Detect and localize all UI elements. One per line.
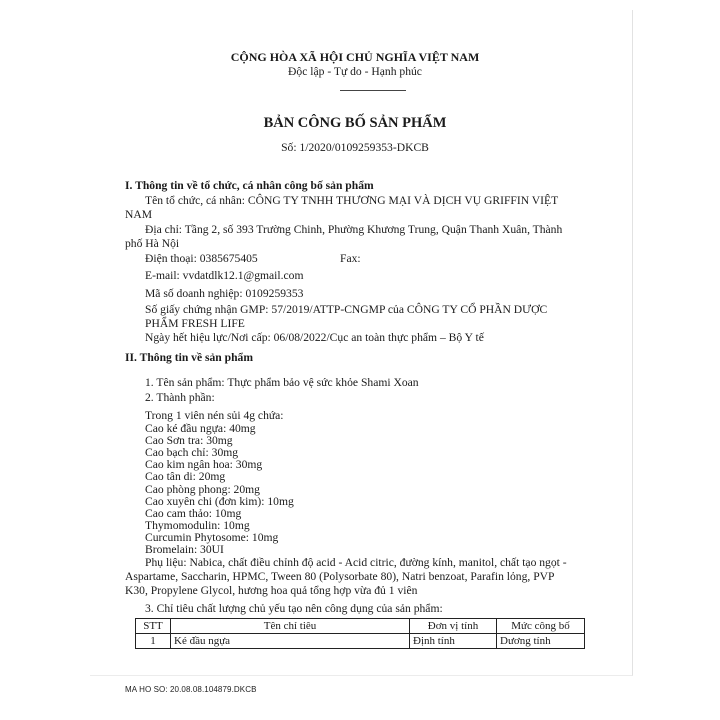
ingredient-item: Cao kim ngân hoa: 30mg [145,458,263,471]
cell-stt: 1 [136,634,171,649]
header-indicator: Tên chỉ tiêu [171,619,410,634]
motto: Độc lập - Tự do - Hạnh phúc [288,65,422,78]
validity: Ngày hết hiệu lực/Nơi cấp: 06/08/2022/Cục an toàn thực phẩm – Bộ Y tế [145,331,484,344]
dossier-code: MA HO SO: 20.08.08.104879.DKCB [125,685,257,694]
address-line1: Địa chỉ: Tầng 2, số 393 Trường Chinh, Phường Khương Trung, Quận Thanh Xuân, Thành [145,223,563,236]
org-name-line1: Tên tổ chức, cá nhân: CÔNG TY TNHH THƯƠNG MẠI VÀ DỊCH VỤ GRIFFIN VIỆT [145,194,559,207]
tax-code: Mã số doanh nghiệp: 0109259353 [145,287,304,300]
section1-heading: I. Thông tin về tổ chức, cá nhân công bố sản phẩm [125,179,374,192]
header-declared-level: Mức công bố [497,619,585,634]
header-stt: STT [136,619,171,634]
header-divider [340,90,406,91]
quality-heading: 3. Chỉ tiêu chất lượng chủ yếu tạo nên công dụng của sản phẩm: [145,602,443,615]
ingredient-item: Cao xuyên chi (đơn kim): 10mg [145,495,294,508]
ingredient-item: Cao ké đầu ngựa: 40mg [145,422,256,435]
gmp-line2: PHẨM FRESH LIFE [145,317,245,330]
document-number: Số: 1/2020/0109259353-DKCB [281,141,429,154]
excipients-line3: K30, Propylene Glycol, hương hoa quả tổng hợp vừa đủ 1 viên [125,584,418,597]
excipients-line1: Phụ liệu: Nabica, chất điều chỉnh độ acid - Acid citric, đường kính, manitol, chất tạo ngọt - [145,556,567,569]
ingredient-item: Bromelain: 30UI [145,543,224,556]
quality-table [135,618,585,649]
cell-declared-level: Dương tính [497,634,585,649]
product-name: 1. Tên sản phẩm: Thực phẩm bảo vệ sức khỏe Shami Xoan [145,376,419,389]
ingredient-item: Cao tân di: 20mg [145,470,226,483]
document-title: BẢN CÔNG BỐ SẢN PHẨM [263,115,447,131]
address-line2: phố Hà Nội [125,237,180,250]
header-unit: Đơn vị tính [410,619,497,634]
ingredient-item: Cao phòng phong: 20mg [145,483,260,496]
table-header-row [136,619,585,634]
table-row [136,634,585,649]
ingredient-item: Thymomodulin: 10mg [145,519,250,532]
section2-heading: II. Thông tin về sản phẩm [125,351,254,364]
ingredient-item: Cao Sơn tra: 30mg [145,434,233,447]
composition-intro: Trong 1 viên nén sủi 4g chứa: [145,409,284,422]
ingredient-item: Cao bạch chỉ: 30mg [145,446,239,459]
fax: Fax: [340,252,361,265]
gmp-line1: Số giấy chứng nhận GMP: 57/2019/ATTP-CNGMP của CÔNG TY CỔ PHẦN DƯỢC [145,303,548,316]
cell-unit: Định tính [410,634,497,649]
org-name-line2: NAM [125,208,153,221]
ingredient-item: Cao cam thảo: 10mg [145,507,242,520]
nation-heading: CỘNG HÒA XÃ HỘI CHỦ NGHĨA VIỆT NAM [230,50,480,64]
phone: Điện thoại: 0385675405 [145,252,258,265]
excipients-line2: Aspartame, Saccharin, HPMC, Tween 80 (Polysorbate 80), Natri benzoat, Parafin lỏng, PVP [125,570,555,583]
ingredient-item: Curcumin Phytosome: 10mg [145,531,279,544]
composition-heading: 2. Thành phần: [145,391,215,404]
cell-indicator: Ké đầu ngựa [171,634,410,649]
email: E-mail: vvdatdlk12.1@gmail.com [145,269,304,282]
